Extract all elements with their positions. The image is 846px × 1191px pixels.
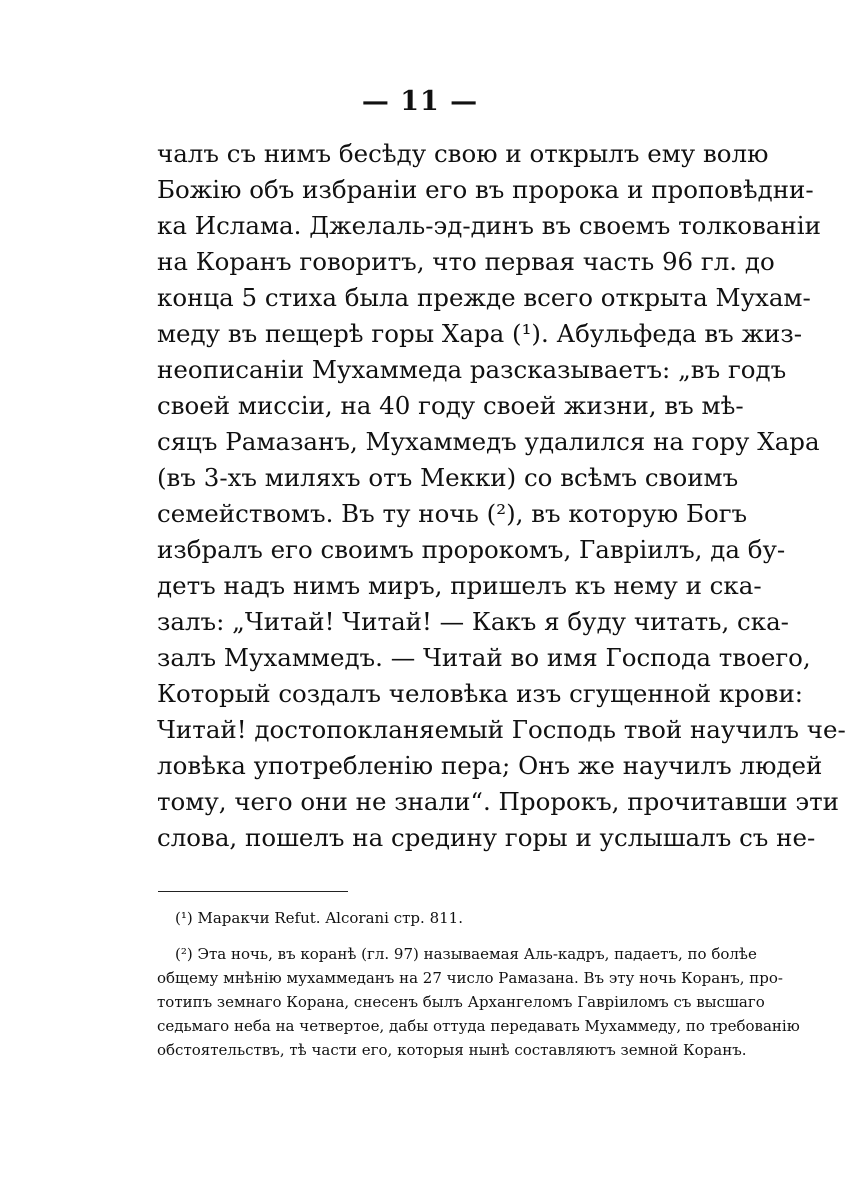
text-line: Божiю объ избранiи его въ пророка и проповѣдни-	[157, 175, 814, 204]
text-line: конца 5 стиха была прежде всего открыта Мухам-	[157, 283, 811, 312]
text-line: Который создалъ человѣка изъ сгущенной крови:	[157, 679, 804, 708]
text-line: избралъ его своимъ пророкомъ, Гаврiилъ, да бу-	[157, 535, 786, 564]
main-text	[157, 136, 846, 856]
footnote-2-line: общему мнѣнiю мухаммеданъ на 27 число Рамазана. Въ эту ночь Коранъ, про-	[157, 969, 783, 987]
text-line: (въ 3-хъ миляхъ отъ Мекки) со всѣмъ своимъ	[157, 463, 739, 492]
text-line: сяцъ Рамазанъ, Мухаммедъ удалился на гору Хара	[157, 427, 820, 456]
text-line: своей миссiи, на 40 году своей жизни, въ мѣ-	[157, 391, 744, 420]
text-line: ка Ислама. Джелаль-эд-динъ въ своемъ толкованiи	[157, 211, 821, 240]
text-line: слова, пошелъ на средину горы и услышалъ съ не-	[157, 823, 816, 852]
text-line: детъ надъ нимъ миръ, пришелъ къ нему и ска-	[157, 571, 762, 600]
page-number: — 11 —	[361, 86, 479, 117]
footnote-1: (¹) Маракчи Refut. Alcorani стр. 811.	[175, 909, 463, 927]
text-line: Читай! достопокланяемый Господь твой научилъ че-	[157, 715, 846, 744]
text-line: неописанiи Мухаммеда разсказываетъ: „въ годъ	[157, 355, 787, 384]
footnote-2-line: обстоятельствъ, тѣ части его, которыя нынѣ составляютъ земной Коранъ.	[157, 1041, 747, 1059]
footnote-2-line: (²) Эта ночь, въ коранѣ (гл. 97) называемая Аль-кадръ, падаетъ, по болѣе	[175, 945, 757, 963]
footnote-2-line: тотипъ земнаго Корана, снесенъ былъ Архангеломъ Гаврiиломъ съ высшаго	[157, 993, 765, 1011]
text-line: семействомъ. Въ ту ночь (²), въ которую Богъ	[157, 499, 748, 528]
text-line: меду въ пещерѣ горы Хара (¹). Абульфеда въ жиз-	[157, 319, 803, 348]
footnote-2-line: седьмаго неба на четвертое, дабы оттуда передавать Мухаммеду, по требованiю	[157, 1017, 800, 1035]
text-line: чалъ съ нимъ бесѣду свою и открылъ ему волю	[157, 139, 769, 168]
text-line: залъ Мухаммедъ. — Читай во имя Господа твоего,	[157, 643, 811, 672]
text-line: залъ: „Читай! Читай! — Какъ я буду читать, ска-	[157, 607, 789, 636]
text-line: тому, чего они не знали“. Пророкъ, прочитавши эти	[157, 787, 839, 816]
footnotes	[157, 906, 800, 1062]
text-line: на Коранъ говоритъ, что первая часть 96 гл. до	[157, 247, 775, 276]
footnote-divider	[158, 891, 348, 892]
text-line: ловѣка употребленiю пера; Онъ же научилъ людей	[157, 751, 823, 780]
